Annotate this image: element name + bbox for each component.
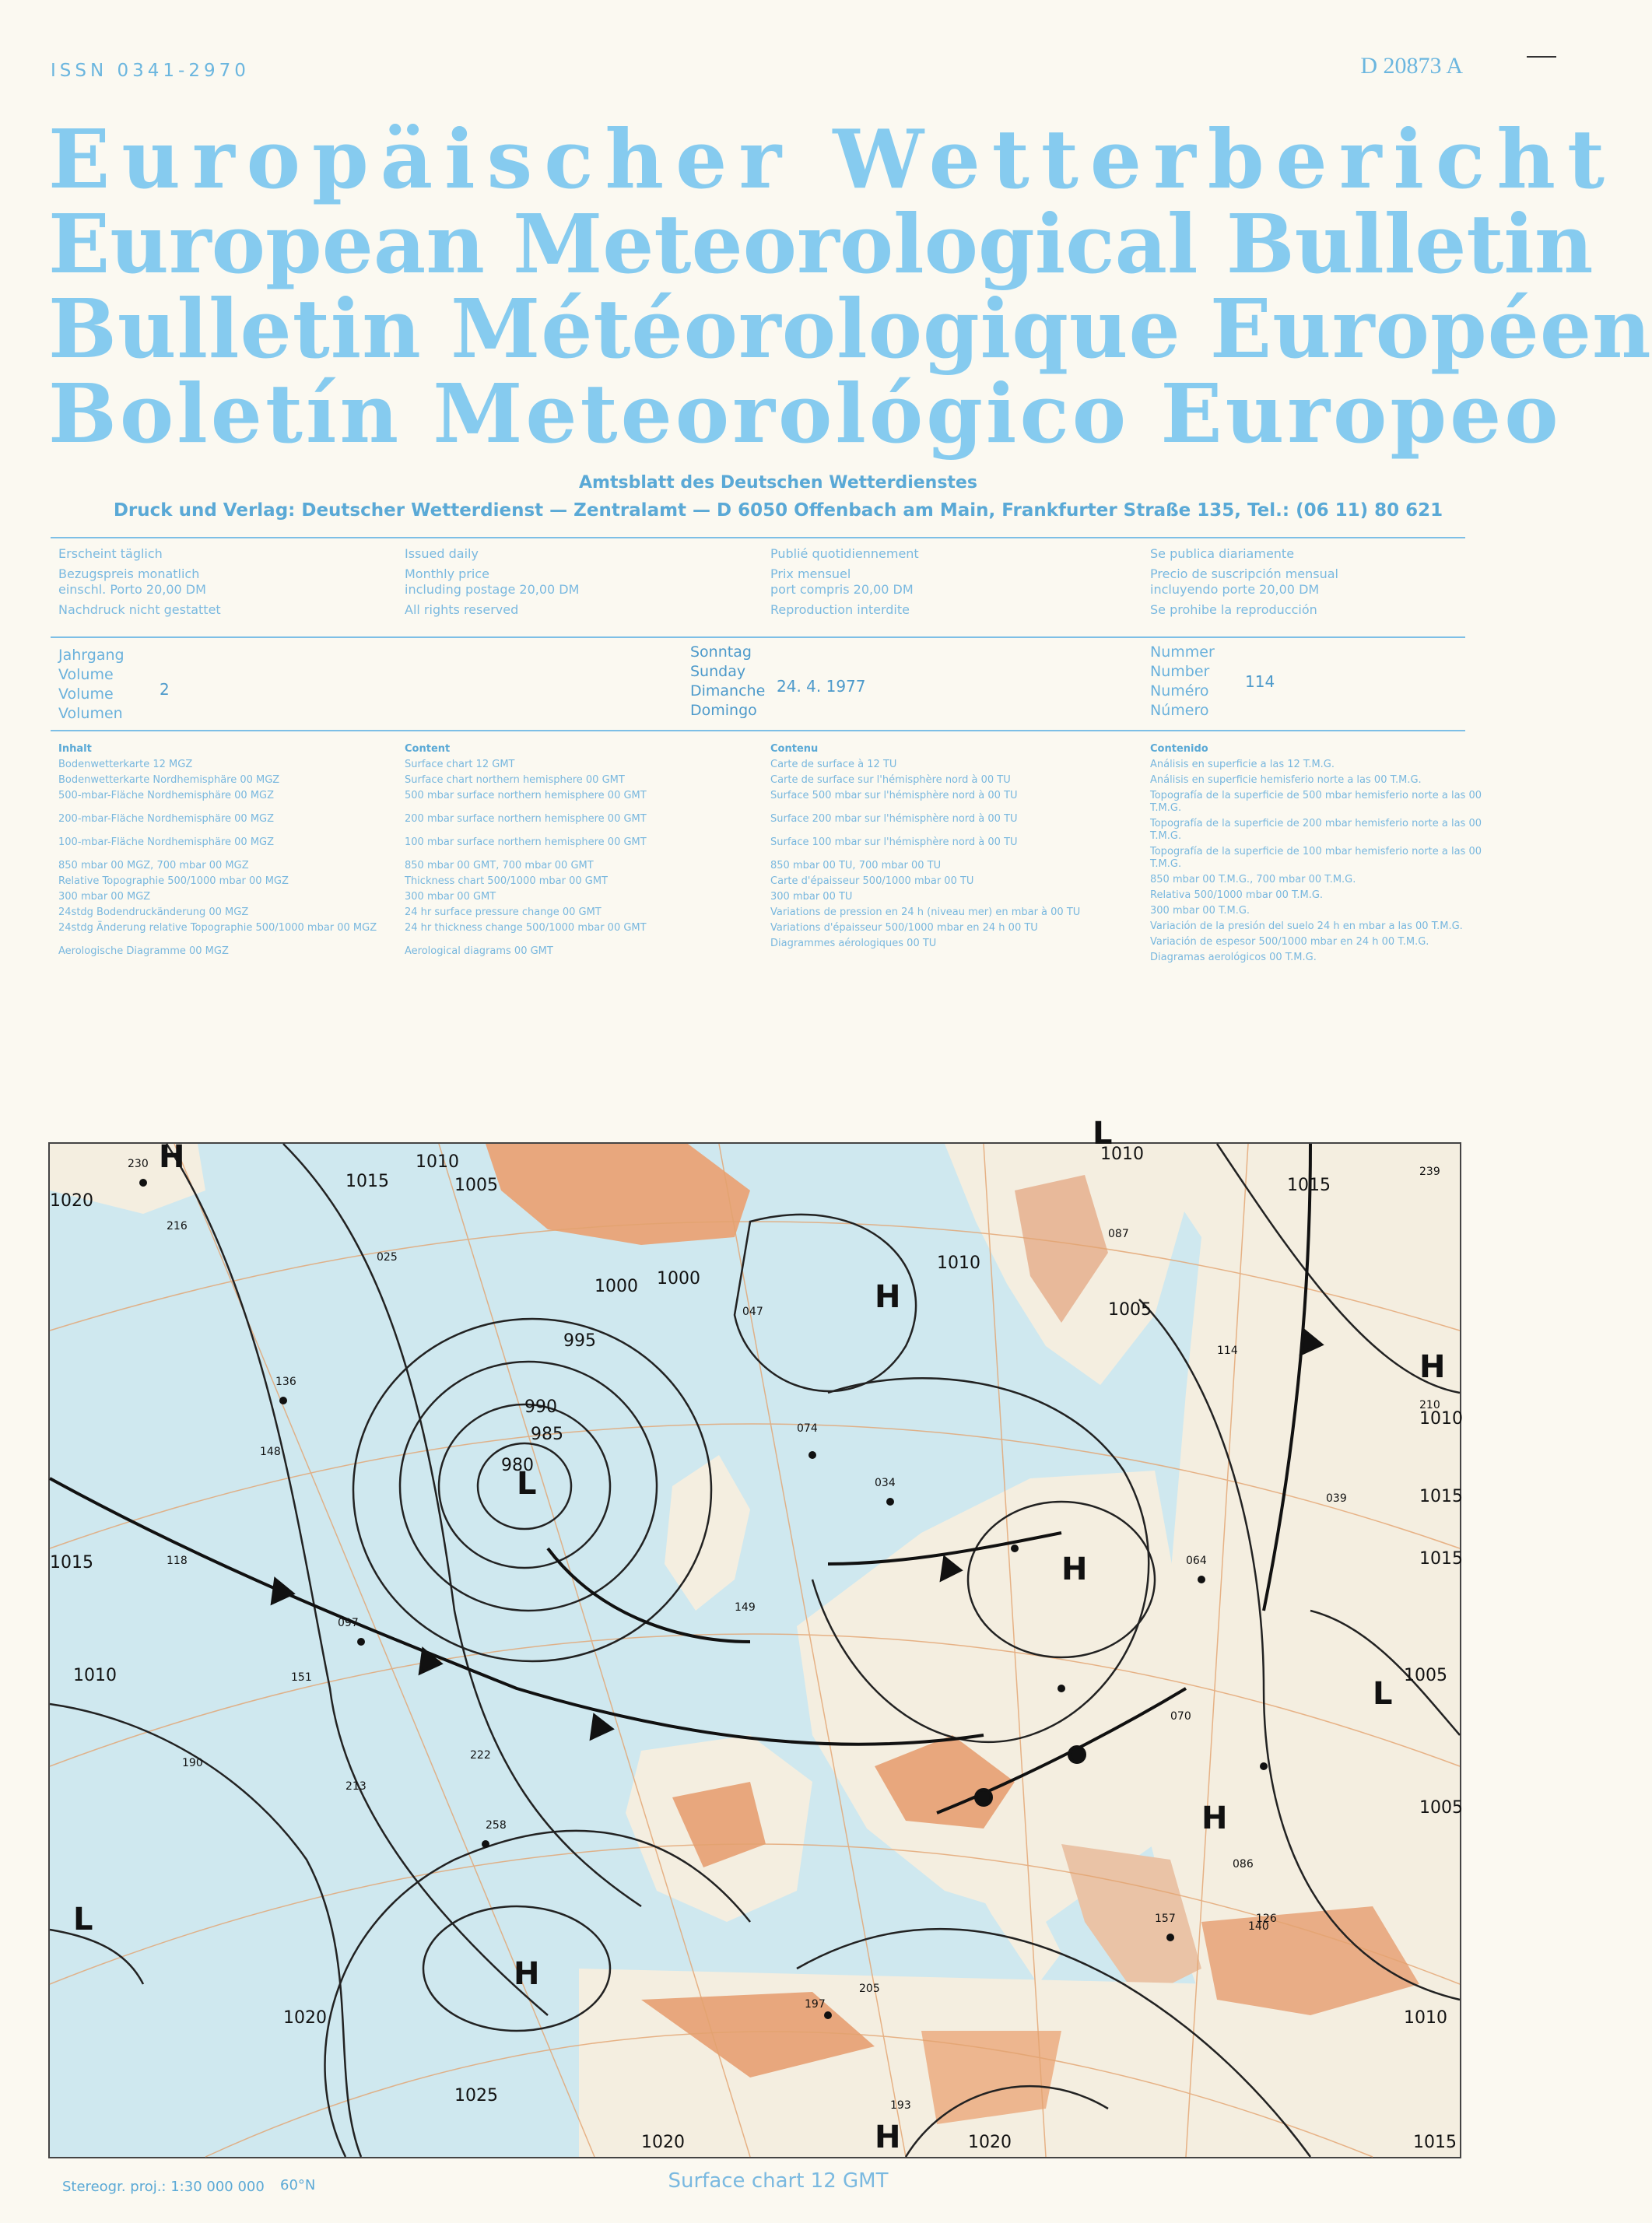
contents-entry: Diagrammes aérologiques 00 TU: [770, 938, 937, 949]
contents-entry: 200-mbar-Fläche Nordhemisphäre 00 MGZ: [58, 813, 275, 825]
contents-entry: 100 mbar surface northern hemisphere 00 GMT: [405, 836, 647, 848]
contents-entry: Bodenwetterkarte Nordhemisphäre 00 MGZ: [58, 774, 280, 786]
contents-entry: Análisis en superficie a las 12 T.M.G.: [1150, 759, 1335, 770]
isobar-label: 1010: [1404, 2008, 1447, 2028]
contents-entry: Surface chart northern hemisphere 00 GMT: [405, 774, 625, 786]
day-labels: [690, 643, 765, 721]
station-value: 136: [275, 1376, 296, 1388]
isobar-label: 1015: [1287, 1176, 1331, 1195]
isobar-label: 1015: [1419, 1549, 1463, 1569]
title-block: [48, 111, 1652, 461]
station-marker: [1198, 1576, 1205, 1583]
isobar-label: 1020: [283, 2008, 327, 2028]
station-value: 148: [260, 1446, 281, 1458]
station-marker: [1166, 1934, 1174, 1941]
number-label: Numéro: [1150, 682, 1209, 700]
contents-entry: Carte de surface sur l'hémisphère nord à 00 TU: [770, 774, 1011, 786]
isobar-label: 1005: [454, 1176, 498, 1195]
isobar-label: 1020: [968, 2133, 1012, 2152]
contents-heading: Inhalt: [58, 743, 92, 755]
contents-entry: Topografía de la superficie de 500 mbar hemisferio norte a las 00 T.M.G.: [1150, 790, 1482, 814]
station-value: 086: [1233, 1858, 1254, 1871]
contents-entry: 24 hr thickness change 500/1000 mbar 00 GMT: [405, 922, 647, 934]
station-value: 258: [486, 1819, 507, 1832]
contents-heading: Content: [405, 743, 451, 755]
rights-text: Reproduction interdite: [770, 602, 910, 617]
subscription-spanish: [1150, 546, 1338, 618]
contents-spanish: [1150, 743, 1492, 967]
contents-entry: Diagramas aerológicos 00 T.M.G.: [1150, 952, 1317, 963]
issue-number: 114: [1245, 672, 1275, 691]
warm-front-bump: [1069, 1747, 1085, 1762]
issued-text: Se publica diariamente: [1150, 546, 1295, 561]
contents-entry: 100-mbar-Fläche Nordhemisphäre 00 MGZ: [58, 836, 275, 848]
high-pressure-label: H: [875, 1279, 901, 1315]
contents-german: [58, 743, 401, 961]
station-value: 190: [182, 1757, 203, 1769]
station-value: 087: [1108, 1228, 1129, 1240]
number-labels: [1150, 643, 1215, 721]
station-value: 222: [470, 1749, 491, 1762]
isobar-label: 1005: [1108, 1300, 1152, 1320]
day-label: Sunday: [690, 663, 746, 680]
station-marker: [1057, 1685, 1065, 1692]
station-value: 193: [890, 2099, 911, 2112]
isobar-label: 1010: [73, 1666, 117, 1685]
contents-entry: Aerological diagrams 00 GMT: [405, 945, 553, 957]
isobar-label: 1010: [1100, 1145, 1144, 1164]
station-marker: [1011, 1545, 1019, 1552]
price-text: Prix mensuel: [770, 566, 851, 581]
contents-entry: 850 mbar 00 T.M.G., 700 mbar 00 T.M.G.: [1150, 874, 1356, 885]
title-spanish: Boletín Meteorológico Europeo: [48, 366, 1562, 461]
map-scale: Stereogr. proj.: 1:30 000 000: [62, 2179, 265, 2195]
isobar-label: 1010: [1419, 1409, 1463, 1429]
contents-heading: Contenu: [770, 743, 819, 755]
isobar-label: 1010: [416, 1152, 459, 1172]
rights-text: Se prohibe la reproducción: [1150, 602, 1317, 617]
station-value: 025: [377, 1251, 398, 1264]
low-pressure-label: L: [517, 1466, 537, 1502]
contents-entry: Carte d'épaisseur 500/1000 mbar 00 TU: [770, 875, 974, 887]
title-english: European Meteorological Bulletin: [48, 196, 1594, 292]
number-label: Nummer: [1150, 643, 1215, 661]
isobar-label: 1000: [595, 1277, 638, 1296]
contents-entry: 500 mbar surface northern hemisphere 00 GMT: [405, 790, 647, 801]
volume-label: Volumen: [58, 705, 123, 722]
contents-entry: 24stdg Bodendruckänderung 00 MGZ: [58, 906, 249, 918]
day-label: Domingo: [690, 702, 757, 719]
high-pressure-label: H: [1419, 1349, 1446, 1385]
title-german: Europäischer Wetterbericht: [48, 111, 1616, 207]
isobar-label: 1015: [345, 1172, 389, 1191]
isobar-label: 1015: [1419, 1487, 1463, 1506]
rule-top: [51, 537, 1465, 538]
contents-entry: Surface 500 mbar sur l'hémisphère nord à 00 TU: [770, 790, 1018, 801]
issued-text: Erscheint täglich: [58, 546, 163, 561]
day-label: Dimanche: [690, 682, 766, 700]
price-text: Bezugspreis monatlich: [58, 566, 200, 581]
document-id: D 20873 A: [1360, 53, 1463, 79]
station-marker: [808, 1451, 816, 1459]
contents-entry: Surface 100 mbar sur l'hémisphère nord à 00 TU: [770, 836, 1018, 848]
contents-entry: 24stdg Änderung relative Topographie 500/1000 mbar 00 MGZ: [58, 922, 377, 934]
postage-text: einschl. Porto 20,00 DM: [58, 582, 206, 597]
low-pressure-label: L: [73, 1902, 93, 1937]
station-value: 114: [1217, 1345, 1238, 1357]
station-value: 157: [1155, 1913, 1176, 1925]
isobar-label: 985: [531, 1425, 563, 1444]
day-label: Sonntag: [690, 643, 752, 661]
contents-entry: 24 hr surface pressure change 00 GMT: [405, 906, 602, 918]
station-value: 230: [128, 1158, 149, 1170]
station-value: 074: [797, 1422, 818, 1435]
contents-entry: 850 mbar 00 GMT, 700 mbar 00 GMT: [405, 860, 594, 871]
contents-entry: Variación de la presión del suelo 24 h en mbar a las 00 T.M.G.: [1150, 920, 1463, 932]
station-marker: [1260, 1762, 1268, 1770]
volume-label: Volume: [58, 685, 114, 703]
weather-map-svg: [50, 1116, 1463, 2157]
rule-bottom: [51, 730, 1465, 731]
title-french: Bulletin Météorologique Européen: [48, 281, 1652, 377]
contents-entry: Topografía de la superficie de 200 mbar hemisferio norte a las 00 T.M.G.: [1150, 818, 1482, 842]
contents-entry: 850 mbar 00 MGZ, 700 mbar 00 MGZ: [58, 860, 249, 871]
contents-entry: Variación de espesor 500/1000 mbar en 24 h 00 T.M.G.: [1150, 936, 1429, 948]
contents-entry: 200 mbar surface northern hemisphere 00 GMT: [405, 813, 647, 825]
contents-french: [770, 743, 1113, 953]
high-pressure-label: H: [159, 1139, 185, 1175]
station-value: 205: [859, 1983, 880, 1995]
station-value: 070: [1170, 1710, 1191, 1723]
station-value: 239: [1419, 1166, 1440, 1178]
subscription-english: [405, 546, 579, 618]
contents-entry: 300 mbar 00 MGZ: [58, 891, 151, 903]
station-value: 039: [1326, 1492, 1347, 1505]
isobar-label: 995: [563, 1331, 596, 1351]
subscription-german: [58, 546, 221, 618]
isobar-label: 1020: [641, 2133, 685, 2152]
contents-entry: Relativa 500/1000 mbar 00 T.M.G.: [1150, 889, 1324, 901]
station-marker: [482, 1840, 489, 1848]
contents-heading: Contenido: [1150, 743, 1208, 755]
contents-entry: Variations d'épaisseur 500/1000 mbar en 24 h 00 TU: [770, 922, 1038, 934]
rule-middle: [51, 636, 1465, 638]
price-text: Monthly price: [405, 566, 489, 581]
high-pressure-label: H: [1201, 1800, 1228, 1836]
number-label: Número: [1150, 702, 1209, 719]
contents-entry: Aerologische Diagramme 00 MGZ: [58, 945, 229, 957]
contents-entry: 300 mbar 00 TU: [770, 891, 853, 903]
station-value: 140: [1248, 1920, 1269, 1933]
volume-value: 2: [160, 680, 170, 699]
warm-front-bump: [976, 1790, 991, 1805]
issue-date: 24. 4. 1977: [777, 677, 866, 696]
contents-entry: 300 mbar 00 T.M.G.: [1150, 905, 1250, 917]
contents-entry: Topografía de la superficie de 100 mbar hemisferio norte a las 00 T.M.G.: [1150, 846, 1482, 870]
issued-text: Publié quotidiennement: [770, 546, 919, 561]
postage-text: port compris 20,00 DM: [770, 582, 914, 597]
isobar-label: 1015: [1413, 2133, 1457, 2152]
station-value: 216: [167, 1220, 188, 1232]
station-value: 151: [291, 1671, 312, 1684]
high-pressure-label: H: [514, 1956, 540, 1992]
station-value: 064: [1186, 1555, 1207, 1567]
contents-entry: Análisis en superficie hemisferio norte a las 00 T.M.G.: [1150, 774, 1422, 786]
isobar-label: 1010: [937, 1254, 980, 1273]
station-value: 149: [735, 1601, 756, 1614]
station-value: 097: [338, 1617, 359, 1629]
publisher-line: Druck und Verlag: Deutscher Wetterdienst — Zentralamt — D 6050 Offenbach am Main, Frankfurter Straße 135, Tel.: (06 11) 80 621: [113, 500, 1443, 521]
rights-text: All rights reserved: [405, 602, 519, 617]
contents-entry: Variations de pression en 24 h (niveau mer) en mbar à 00 TU: [770, 906, 1081, 918]
isobar-label: 990: [524, 1397, 557, 1417]
isobar-label: 1025: [454, 2086, 498, 2106]
official-gazette-line: Amtsblatt des Deutschen Wetterdienstes: [579, 473, 977, 493]
station-marker: [824, 2011, 832, 2019]
high-pressure-label: H: [1061, 1552, 1088, 1587]
contents-english: [405, 743, 747, 961]
isobar-label: 1020: [50, 1191, 93, 1211]
volume-label: Jahrgang: [58, 647, 125, 664]
volume-labels: [58, 646, 125, 724]
number-label: Number: [1150, 663, 1210, 680]
rights-text: Nachdruck nicht gestattet: [58, 602, 221, 617]
station-value: 118: [167, 1555, 188, 1567]
price-text: Precio de suscripción mensual: [1150, 566, 1338, 581]
station-value: 213: [345, 1780, 367, 1793]
surface-weather-map: [48, 1116, 1463, 2158]
station-value: 197: [805, 1998, 826, 2011]
map-caption: Surface chart 12 GMT: [668, 2169, 889, 2193]
reference-latitude: 60°N: [280, 2177, 316, 2193]
station-marker: [357, 1638, 365, 1646]
subscription-french: [770, 546, 919, 618]
margin-tick: [1527, 56, 1556, 58]
low-pressure-label: L: [1373, 1676, 1393, 1712]
station-value: 047: [742, 1306, 763, 1318]
contents-entry: Thickness chart 500/1000 mbar 00 GMT: [405, 875, 608, 887]
issn-number: ISSN 0341-2970: [51, 61, 250, 81]
isobar-label: 1000: [657, 1269, 700, 1289]
station-marker: [279, 1397, 287, 1404]
station-marker: [139, 1179, 147, 1187]
isobar-label: 1005: [1419, 1798, 1463, 1818]
postage-text: including postage 20,00 DM: [405, 582, 580, 597]
contents-entry: Surface chart 12 GMT: [405, 759, 515, 770]
issued-text: Issued daily: [405, 546, 479, 561]
contents-entry: Bodenwetterkarte 12 MGZ: [58, 759, 193, 770]
low-pressure-label: L: [1093, 1116, 1113, 1152]
contents-entry: 850 mbar 00 TU, 700 mbar 00 TU: [770, 860, 942, 871]
contents-entry: Surface 200 mbar sur l'hémisphère nord à 00 TU: [770, 813, 1018, 825]
station-value: 126: [1256, 1913, 1277, 1925]
contents-entry: Carte de surface à 12 TU: [770, 759, 897, 770]
contents-entry: 500-mbar-Fläche Nordhemisphäre 00 MGZ: [58, 790, 275, 801]
contents-entry: Relative Topographie 500/1000 mbar 00 MGZ: [58, 875, 289, 887]
high-pressure-label: H: [875, 2120, 901, 2155]
postage-text: incluyendo porte 20,00 DM: [1150, 582, 1320, 597]
volume-label: Volume: [58, 666, 114, 683]
station-marker: [886, 1498, 894, 1506]
station-value: 210: [1419, 1399, 1440, 1411]
station-value: 034: [875, 1477, 896, 1489]
contents-entry: 300 mbar 00 GMT: [405, 891, 496, 903]
isobar-label: 1015: [50, 1553, 93, 1573]
isobar-label: 1005: [1404, 1666, 1447, 1685]
isobar-label: 980: [501, 1456, 534, 1475]
